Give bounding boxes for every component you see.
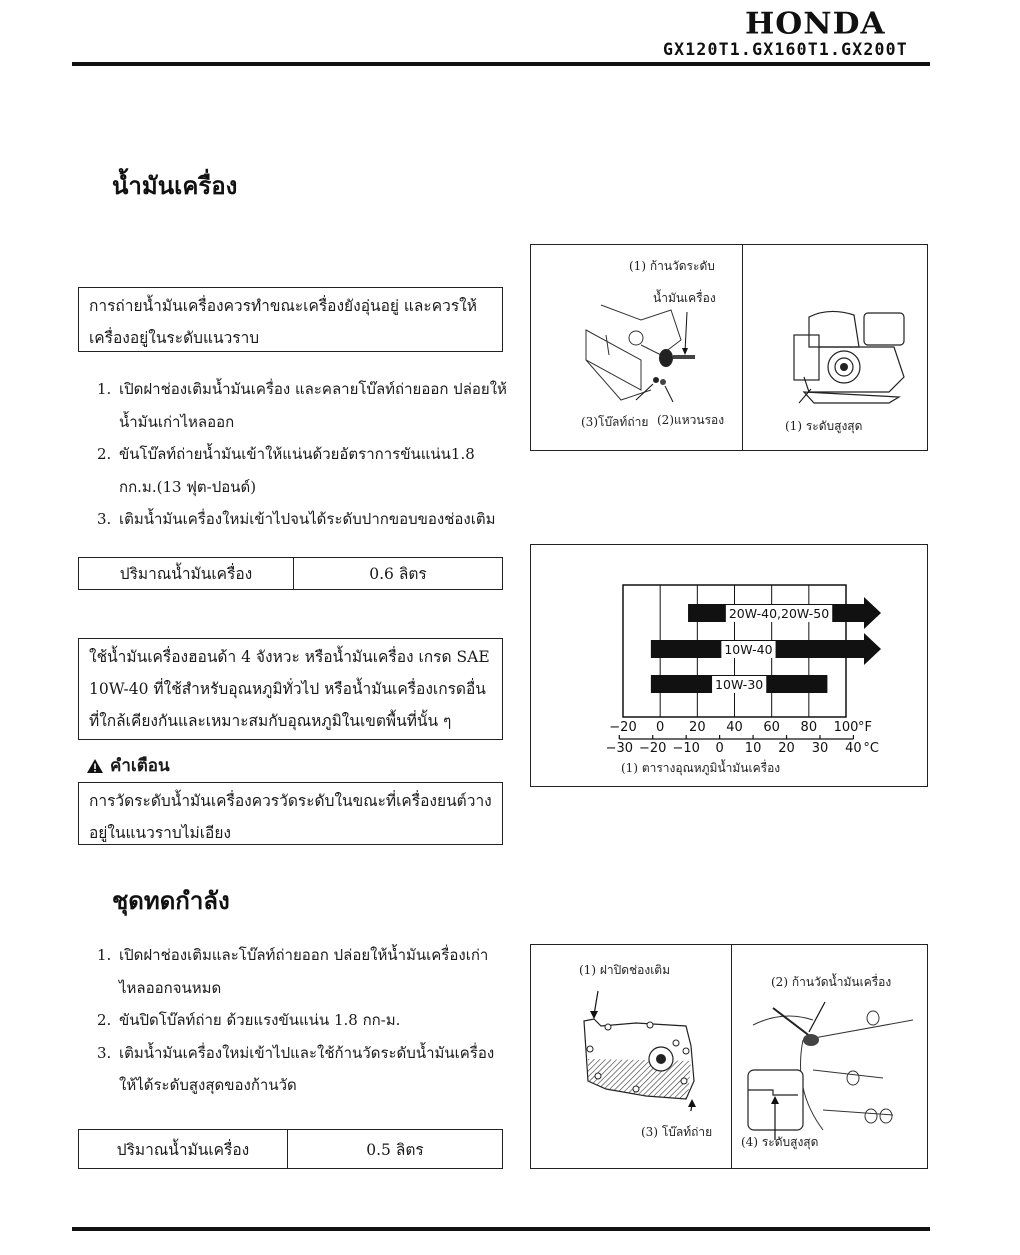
c-tick-label: 30 (811, 741, 829, 756)
step-item: 3. เติมน้ำมันเครื่องใหม่เข้าไปและใช้ก้านวัดระดับน้ำมันเครื่องให้ได้ระดับสูงสุดของก้านวัด (97, 1043, 495, 1094)
capacity-value: 0.6 ลิตร (369, 565, 427, 583)
c-tick-label: −10 (672, 741, 700, 756)
step-item: 2. ขันโบ๊ลท์ถ่ายน้ำมันเข้าให้แน่นด้วยอัตราการขันแน่น1.8 กก.ม.(13 ฟุต-ปอนด์) (97, 445, 475, 496)
callout-max-level: (1) ระดับสูงสุด (785, 419, 863, 433)
note-text: การถ่ายน้ำมันเครื่องควรทำขณะเครื่องยังอุ่นอยู่ และควรให้เครื่องอยู่ในระดับแนวราบ (89, 297, 477, 347)
c-tick-label: −20 (639, 741, 667, 756)
bar-label: 10W-30 (715, 677, 764, 692)
warning-box (78, 782, 503, 845)
engine-illustration (789, 307, 919, 407)
step-item: 3. เติมน้ำมันเครื่องใหม่เข้าไปจนได้ระดับปากขอบของช่องเติม (97, 510, 496, 528)
transmission-steps (97, 939, 507, 1102)
callout-filler-cap: (1) ฝาปิดช่องเติม (579, 963, 671, 977)
figure-divider (731, 945, 732, 1168)
f-tick-label: 0 (656, 720, 665, 735)
chart-caption: (1) ตารางอุณหภูมิน้ำมันเครื่อง (621, 761, 781, 775)
bar-arrow-head (864, 597, 881, 629)
oil-recommendation-box (78, 638, 503, 740)
warning-triangle-icon (86, 758, 104, 774)
f-tick-label: 100 (833, 720, 859, 735)
footer-rule (72, 1227, 930, 1231)
transmission-case-illustration (576, 981, 726, 1111)
capacity-label: ปริมาณน้ำมันเครื่อง (79, 558, 294, 589)
warning-title: คำเตือน (110, 756, 170, 776)
callout-dipstick: (2) ก้านวัดน้ำมันเครื่อง (771, 975, 892, 989)
c-tick-label: 0 (715, 741, 724, 756)
callout-dipstick: (1) ก้านวัดระดับ (629, 259, 715, 273)
c-unit-label: °C (863, 741, 880, 756)
f-tick-label: 40 (726, 720, 743, 735)
engine-oil-capacity-table (78, 557, 503, 590)
honda-logo: HONDA (745, 6, 886, 42)
f-unit-label: °F (858, 720, 872, 735)
section-title-transmission: ชุดทดกำลัง (112, 886, 230, 915)
callout-drain-bolt: (3)โบ๊ลท์ถ่าย (581, 415, 649, 429)
engine-oil-note (78, 287, 503, 352)
warning-heading (86, 752, 170, 779)
c-tick-label: 40 (845, 741, 862, 756)
transmission-capacity-table (78, 1129, 503, 1169)
f-tick-label: 80 (800, 720, 818, 735)
figure-divider (742, 245, 743, 450)
bar-arrow-head (864, 633, 881, 665)
dipstick-figure (530, 244, 928, 451)
callout-washer: (2)แหวนรอง (657, 413, 725, 427)
c-tick-label: 10 (744, 741, 762, 756)
capacity-label: ปริมาณน้ำมันเครื่อง (79, 1130, 288, 1168)
c-tick-label: 20 (778, 741, 795, 756)
section-title-engine-oil: น้ำมันเครื่อง (112, 171, 238, 200)
recommendation-text: ใช้น้ำมันเครื่องฮอนด้า 4 จังหวะ หรือน้ำมันเครื่อง เกรด SAE 10W-40 ที่ใช้สำหรับอุณหภูมิทั่วไป หรือน้ำมันเครื่องเกรดอื่นที่ใกล้เคียงกันและเหมาะสมกับอุณหภูมิในเขตพื้นที่นั้น ๆ (89, 648, 490, 730)
bar-label: 10W-40 (724, 642, 773, 657)
dipstick-illustration (581, 300, 741, 410)
header-rule (72, 62, 930, 66)
oil-temperature-chart-figure (530, 544, 928, 787)
step-item: 1. เปิดฝาช่องเติมและโบ๊ลท์ถ่ายออก ปล่อยให้น้ำมันเครื่องเก่าไหลออกจนหมด (97, 946, 489, 997)
c-tick-label: −30 (605, 741, 634, 756)
callout-dipstick-2: น้ำมันเครื่อง (653, 291, 716, 305)
bar-label: 20W-40,20W-50 (728, 606, 830, 621)
callout-max-level: (4) ระดับสูงสุด (741, 1135, 819, 1149)
oil-temperature-chart (531, 545, 929, 788)
step-item: 2. ขันปิดโบ๊ลท์ถ่าย ด้วยแรงขันแน่น 1.8 กก-ม. (97, 1011, 401, 1029)
step-item: 1. เปิดฝาช่องเติมน้ำมันเครื่อง และคลายโบ๊ลท์ถ่ายออก ปล่อยให้ น้ำมันเก่าไหลออก (97, 380, 507, 431)
f-tick-label: −20 (609, 720, 637, 735)
engine-oil-steps (97, 373, 507, 536)
transmission-figure (530, 944, 928, 1169)
f-tick-label: 60 (763, 720, 780, 735)
model-numbers: GX120T1.GX160T1.GX200T (663, 40, 908, 59)
transmission-dipstick-illustration (743, 1000, 923, 1140)
warning-text: การวัดระดับน้ำมันเครื่องควรวัดระดับในขณะที่เครื่องยนต์วางอยู่ในแนวราบไม่เอียง (89, 792, 492, 842)
callout-drain-bolt: (3) โบ๊ลท์ถ่าย (641, 1125, 713, 1139)
f-tick-label: 20 (689, 720, 706, 735)
capacity-value: 0.5 ลิตร (366, 1140, 424, 1159)
